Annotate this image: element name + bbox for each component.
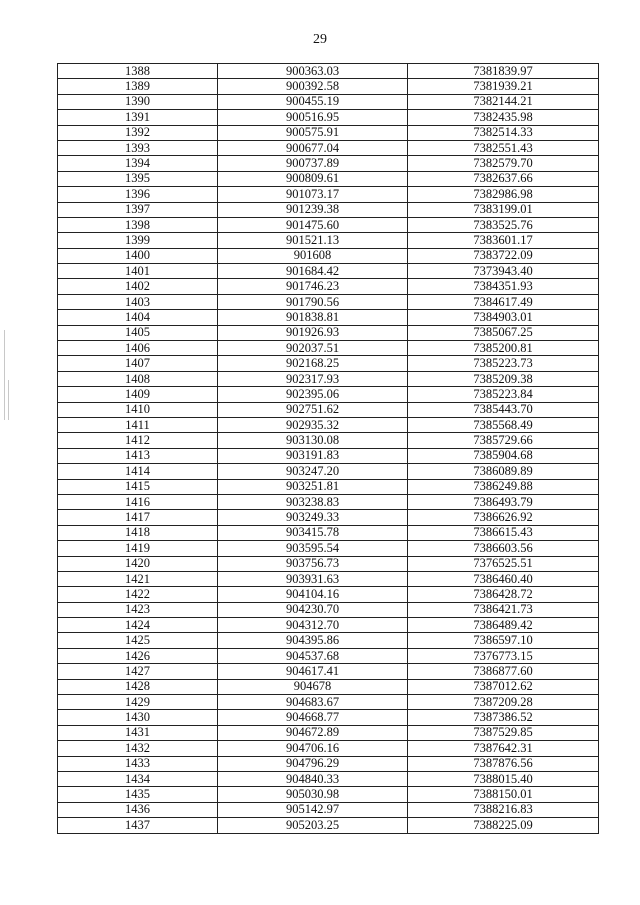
- point-number-cell: 1392: [58, 125, 218, 140]
- y-coordinate-cell: 7385904.68: [408, 448, 599, 463]
- y-coordinate-cell: 7381939.21: [408, 79, 599, 94]
- table-row: [58, 741, 599, 756]
- point-number-cell: 1421: [58, 571, 218, 586]
- y-coordinate-cell: 7388225.09: [408, 818, 599, 834]
- point-number-cell: 1412: [58, 433, 218, 448]
- table-row: [58, 64, 599, 79]
- x-coordinate-cell: 902168.25: [218, 356, 408, 371]
- table-row: [58, 294, 599, 309]
- point-number-cell: 1430: [58, 710, 218, 725]
- y-coordinate-cell: 7384351.93: [408, 279, 599, 294]
- x-coordinate-cell: 905142.97: [218, 802, 408, 817]
- table-row: [58, 448, 599, 463]
- x-coordinate-cell: 903595.54: [218, 541, 408, 556]
- y-coordinate-cell: 7382514.33: [408, 125, 599, 140]
- x-coordinate-cell: 904683.67: [218, 695, 408, 710]
- x-coordinate-cell: 901790.56: [218, 294, 408, 309]
- y-coordinate-cell: 7385200.81: [408, 341, 599, 356]
- table-row: [58, 217, 599, 232]
- table-row: [58, 664, 599, 679]
- table-row: [58, 202, 599, 217]
- point-number-cell: 1400: [58, 248, 218, 263]
- point-number-cell: 1418: [58, 525, 218, 540]
- point-number-cell: 1399: [58, 233, 218, 248]
- x-coordinate-cell: 903130.08: [218, 433, 408, 448]
- table-row: [58, 787, 599, 802]
- table-row: [58, 433, 599, 448]
- x-coordinate-cell: 901073.17: [218, 187, 408, 202]
- y-coordinate-cell: 7383525.76: [408, 217, 599, 232]
- point-number-cell: 1405: [58, 325, 218, 340]
- y-coordinate-cell: 7386877.60: [408, 664, 599, 679]
- table-row: [58, 325, 599, 340]
- y-coordinate-cell: 7386421.73: [408, 602, 599, 617]
- point-number-cell: 1419: [58, 541, 218, 556]
- point-number-cell: 1427: [58, 664, 218, 679]
- x-coordinate-cell: 904395.86: [218, 633, 408, 648]
- point-number-cell: 1422: [58, 587, 218, 602]
- point-number-cell: 1390: [58, 94, 218, 109]
- table-row: [58, 479, 599, 494]
- x-coordinate-cell: 901521.13: [218, 233, 408, 248]
- y-coordinate-cell: 7388150.01: [408, 787, 599, 802]
- point-number-cell: 1389: [58, 79, 218, 94]
- point-number-cell: 1411: [58, 417, 218, 432]
- table-row: [58, 402, 599, 417]
- y-coordinate-cell: 7386489.42: [408, 618, 599, 633]
- y-coordinate-cell: 7386615.43: [408, 525, 599, 540]
- point-number-cell: 1414: [58, 464, 218, 479]
- x-coordinate-cell: 901684.42: [218, 264, 408, 279]
- x-coordinate-cell: 903251.81: [218, 479, 408, 494]
- x-coordinate-cell: 902037.51: [218, 341, 408, 356]
- x-coordinate-cell: 900575.91: [218, 125, 408, 140]
- x-coordinate-cell: 900363.03: [218, 64, 408, 79]
- x-coordinate-cell: 900392.58: [218, 79, 408, 94]
- y-coordinate-cell: 7386603.56: [408, 541, 599, 556]
- point-number-cell: 1428: [58, 679, 218, 694]
- table-row: [58, 79, 599, 94]
- table-row: [58, 248, 599, 263]
- point-number-cell: 1388: [58, 64, 218, 79]
- x-coordinate-cell: 903415.78: [218, 525, 408, 540]
- x-coordinate-cell: 900677.04: [218, 140, 408, 155]
- point-number-cell: 1420: [58, 556, 218, 571]
- y-coordinate-cell: 7385568.49: [408, 417, 599, 432]
- y-coordinate-cell: 7382435.98: [408, 110, 599, 125]
- point-number-cell: 1426: [58, 648, 218, 663]
- x-coordinate-cell: 904840.33: [218, 771, 408, 786]
- x-coordinate-cell: 901838.81: [218, 310, 408, 325]
- x-coordinate-cell: 904796.29: [218, 756, 408, 771]
- x-coordinate-cell: 901608: [218, 248, 408, 263]
- y-coordinate-cell: 7385443.70: [408, 402, 599, 417]
- y-coordinate-cell: 7387012.62: [408, 679, 599, 694]
- x-coordinate-cell: 902751.62: [218, 402, 408, 417]
- x-coordinate-cell: 904312.70: [218, 618, 408, 633]
- y-coordinate-cell: 7382144.21: [408, 94, 599, 109]
- coordinates-table: [57, 63, 599, 834]
- coordinates-table-body: [58, 64, 599, 834]
- x-coordinate-cell: 904706.16: [218, 741, 408, 756]
- table-row: [58, 233, 599, 248]
- y-coordinate-cell: 7376773.15: [408, 648, 599, 663]
- x-coordinate-cell: 903931.63: [218, 571, 408, 586]
- x-coordinate-cell: 904672.89: [218, 725, 408, 740]
- x-coordinate-cell: 904617.41: [218, 664, 408, 679]
- x-coordinate-cell: 901475.60: [218, 217, 408, 232]
- point-number-cell: 1432: [58, 741, 218, 756]
- point-number-cell: 1409: [58, 387, 218, 402]
- point-number-cell: 1415: [58, 479, 218, 494]
- point-number-cell: 1416: [58, 494, 218, 509]
- y-coordinate-cell: 7385067.25: [408, 325, 599, 340]
- table-row: [58, 264, 599, 279]
- table-row: [58, 587, 599, 602]
- x-coordinate-cell: 902317.93: [218, 371, 408, 386]
- point-number-cell: 1431: [58, 725, 218, 740]
- table-row: [58, 695, 599, 710]
- x-coordinate-cell: 902935.32: [218, 417, 408, 432]
- x-coordinate-cell: 904230.70: [218, 602, 408, 617]
- y-coordinate-cell: 7385729.66: [408, 433, 599, 448]
- x-coordinate-cell: 900455.19: [218, 94, 408, 109]
- table-row: [58, 725, 599, 740]
- table-row: [58, 371, 599, 386]
- scan-edge-mark: [8, 380, 9, 420]
- point-number-cell: 1407: [58, 356, 218, 371]
- y-coordinate-cell: 7388015.40: [408, 771, 599, 786]
- point-number-cell: 1413: [58, 448, 218, 463]
- x-coordinate-cell: 903249.33: [218, 510, 408, 525]
- table-row: [58, 156, 599, 171]
- table-row: [58, 541, 599, 556]
- table-row: [58, 802, 599, 817]
- y-coordinate-cell: 7386626.92: [408, 510, 599, 525]
- point-number-cell: 1395: [58, 171, 218, 186]
- y-coordinate-cell: 7383601.17: [408, 233, 599, 248]
- table-row: [58, 279, 599, 294]
- y-coordinate-cell: 7382637.66: [408, 171, 599, 186]
- x-coordinate-cell: 903238.83: [218, 494, 408, 509]
- x-coordinate-cell: 904537.68: [218, 648, 408, 663]
- table-row: [58, 679, 599, 694]
- table-row: [58, 125, 599, 140]
- point-number-cell: 1429: [58, 695, 218, 710]
- y-coordinate-cell: 7385223.84: [408, 387, 599, 402]
- point-number-cell: 1424: [58, 618, 218, 633]
- table-row: [58, 525, 599, 540]
- x-coordinate-cell: 905203.25: [218, 818, 408, 834]
- x-coordinate-cell: 903191.83: [218, 448, 408, 463]
- table-row: [58, 633, 599, 648]
- table-row: [58, 571, 599, 586]
- x-coordinate-cell: 903756.73: [218, 556, 408, 571]
- table-row: [58, 94, 599, 109]
- y-coordinate-cell: 7386249.88: [408, 479, 599, 494]
- x-coordinate-cell: 900516.95: [218, 110, 408, 125]
- point-number-cell: 1436: [58, 802, 218, 817]
- y-coordinate-cell: 7386493.79: [408, 494, 599, 509]
- table-row: [58, 710, 599, 725]
- x-coordinate-cell: 902395.06: [218, 387, 408, 402]
- point-number-cell: 1403: [58, 294, 218, 309]
- y-coordinate-cell: 7383199.01: [408, 202, 599, 217]
- point-number-cell: 1410: [58, 402, 218, 417]
- page-number: 29: [313, 32, 327, 47]
- point-number-cell: 1401: [58, 264, 218, 279]
- y-coordinate-cell: 7385209.38: [408, 371, 599, 386]
- table-row: [58, 356, 599, 371]
- x-coordinate-cell: 901926.93: [218, 325, 408, 340]
- point-number-cell: 1408: [58, 371, 218, 386]
- point-number-cell: 1404: [58, 310, 218, 325]
- x-coordinate-cell: 903247.20: [218, 464, 408, 479]
- table-row: [58, 464, 599, 479]
- y-coordinate-cell: 7373943.40: [408, 264, 599, 279]
- table-row: [58, 494, 599, 509]
- y-coordinate-cell: 7382986.98: [408, 187, 599, 202]
- table-row: [58, 171, 599, 186]
- point-number-cell: 1417: [58, 510, 218, 525]
- x-coordinate-cell: 900737.89: [218, 156, 408, 171]
- table-row: [58, 417, 599, 432]
- table-row: [58, 648, 599, 663]
- y-coordinate-cell: 7386597.10: [408, 633, 599, 648]
- table-row: [58, 387, 599, 402]
- y-coordinate-cell: 7386460.40: [408, 571, 599, 586]
- y-coordinate-cell: 7382551.43: [408, 140, 599, 155]
- y-coordinate-cell: 7384617.49: [408, 294, 599, 309]
- x-coordinate-cell: 904668.77: [218, 710, 408, 725]
- x-coordinate-cell: 901746.23: [218, 279, 408, 294]
- y-coordinate-cell: 7387529.85: [408, 725, 599, 740]
- table-row: [58, 818, 599, 834]
- y-coordinate-cell: 7387386.52: [408, 710, 599, 725]
- table-row: [58, 618, 599, 633]
- table-row: [58, 310, 599, 325]
- table-row: [58, 756, 599, 771]
- y-coordinate-cell: 7387209.28: [408, 695, 599, 710]
- table-row: [58, 341, 599, 356]
- y-coordinate-cell: 7386089.89: [408, 464, 599, 479]
- point-number-cell: 1433: [58, 756, 218, 771]
- point-number-cell: 1437: [58, 818, 218, 834]
- point-number-cell: 1434: [58, 771, 218, 786]
- y-coordinate-cell: 7381839.97: [408, 64, 599, 79]
- scan-edge-mark: [4, 330, 5, 420]
- x-coordinate-cell: 905030.98: [218, 787, 408, 802]
- x-coordinate-cell: 904678: [218, 679, 408, 694]
- point-number-cell: 1398: [58, 217, 218, 232]
- table-row: [58, 187, 599, 202]
- point-number-cell: 1397: [58, 202, 218, 217]
- y-coordinate-cell: 7382579.70: [408, 156, 599, 171]
- table-row: [58, 110, 599, 125]
- y-coordinate-cell: 7383722.09: [408, 248, 599, 263]
- point-number-cell: 1396: [58, 187, 218, 202]
- table-row: [58, 510, 599, 525]
- table-row: [58, 140, 599, 155]
- x-coordinate-cell: 901239.38: [218, 202, 408, 217]
- y-coordinate-cell: 7386428.72: [408, 587, 599, 602]
- y-coordinate-cell: 7384903.01: [408, 310, 599, 325]
- point-number-cell: 1393: [58, 140, 218, 155]
- point-number-cell: 1423: [58, 602, 218, 617]
- point-number-cell: 1402: [58, 279, 218, 294]
- table-row: [58, 556, 599, 571]
- y-coordinate-cell: 7388216.83: [408, 802, 599, 817]
- y-coordinate-cell: 7387876.56: [408, 756, 599, 771]
- point-number-cell: 1435: [58, 787, 218, 802]
- table-row: [58, 602, 599, 617]
- table-row: [58, 771, 599, 786]
- y-coordinate-cell: 7385223.73: [408, 356, 599, 371]
- x-coordinate-cell: 900809.61: [218, 171, 408, 186]
- y-coordinate-cell: 7376525.51: [408, 556, 599, 571]
- point-number-cell: 1391: [58, 110, 218, 125]
- y-coordinate-cell: 7387642.31: [408, 741, 599, 756]
- x-coordinate-cell: 904104.16: [218, 587, 408, 602]
- point-number-cell: 1394: [58, 156, 218, 171]
- point-number-cell: 1406: [58, 341, 218, 356]
- point-number-cell: 1425: [58, 633, 218, 648]
